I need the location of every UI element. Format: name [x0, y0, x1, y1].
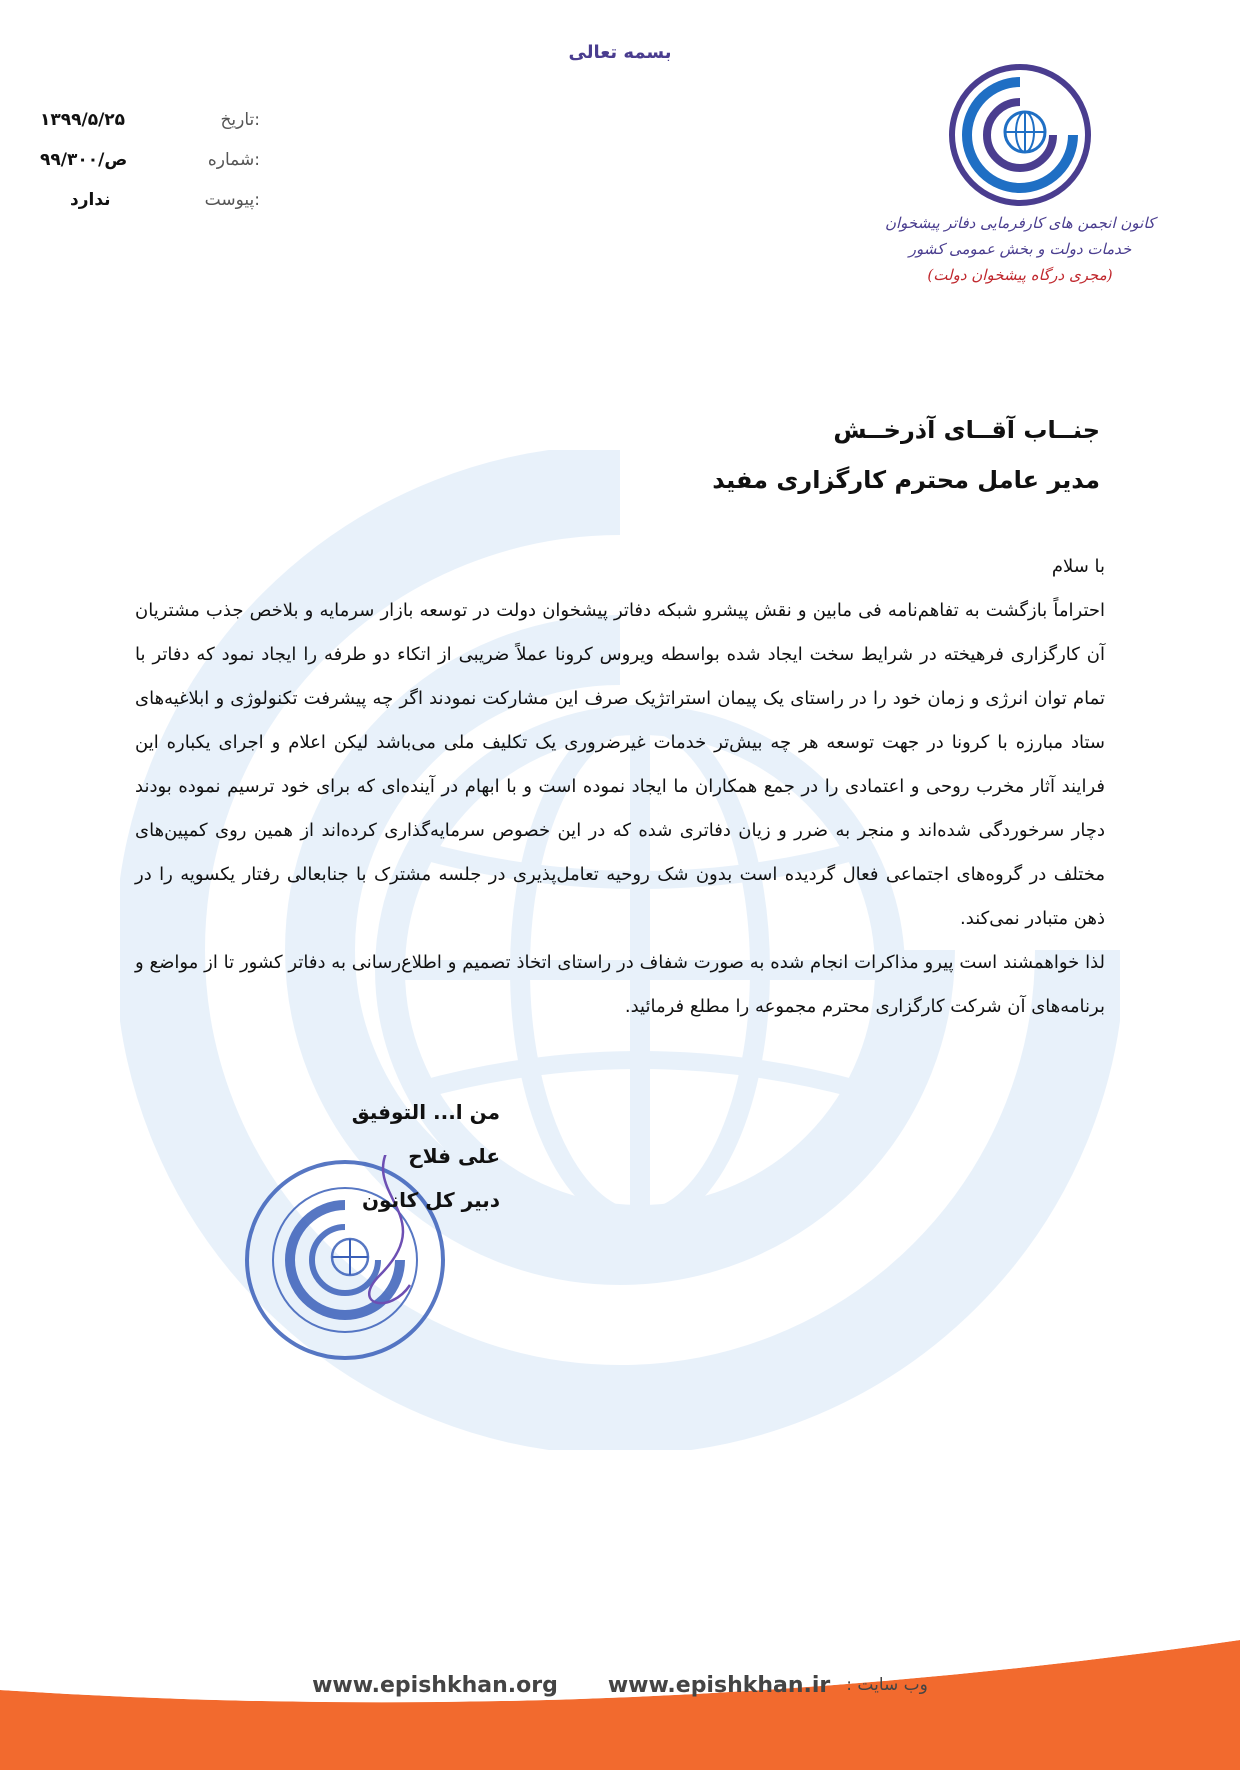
paragraph-1: احتراماً بازگشت به تفاهم‌نامه فی مابین و نقش پیشرو شبکه دفاتر پیشخوان دولت در توسعه بازار سرمایه و بلاخص جذب مشتریان آن کارگزاری فرهیخته در شرایط سخت ایجاد شده بواسطه ویروس کرونا عملاً ضریبی از اتکاء دو طرفه را ایجاد نمود که دفاتر با تمام توان انرژی و زمان خود را در راستای یک پیمان استراتژیک صرف این مشارکت نمودند اگر چه پیشرفت تکنولوژی و ابلاغیه‌های ستاد مبارزه با کرونا در جهت توسعه هر چه بیش‌تر خدمات غیرضروری یک تکلیف ملی می‌باشد لیکن اعلام و اجرای یکباره این فرایند آثار مخرب روحی و اعتمادی را در جمع همکاران ما ایجاد نموده است و با ابهام در آینده‌ای که برای خود ترسیم نموده بودند دچار سرخوردگی شده‌اند و منجر به ضرر و زیان دفاتری شده که در این خصوص سرمایه‌گذاری کرده‌اند از همین روی کمپین‌های مختلف در گروه‌های اجتماعی فعال گردیده است بدون شک روحیه تعامل‌پذیری در جلسه مشترک با جنابعالی رفتار یکسویه را در ذهن متبادر نمی‌کند.	[135, 600, 1105, 929]
attachment-label: پیوست:	[204, 190, 260, 210]
footer-links	[0, 1665, 1240, 1705]
basmala: بسمه تعالی	[568, 42, 672, 63]
letter-body	[135, 545, 1105, 1029]
number-label: شماره:	[207, 150, 260, 170]
logo-emblem-icon	[870, 60, 1170, 210]
recipient-title: مدیر عامل محترم کارگزاری مفید	[712, 466, 1100, 494]
recipient-block	[712, 405, 1100, 505]
url-org-link[interactable]: www.epishkhan.org	[312, 1672, 558, 1698]
paragraph-2: لذا خواهمشند است پیرو مذاکرات انجام شده به صورت شفاف در راستای اتخاذ تصمیم و اطلاع‌رسانی به دفاتر کشور تا از مواضع و برنامه‌های آن شرکت کارگزاری محترم مجموعه را مطلع فرمائید.	[135, 952, 1105, 1017]
date-value: ۱۳۹۹/۵/۲۵	[40, 110, 126, 130]
org-name-line1: کانون انجمن های کارفرمایی دفاتر پیشخوان	[884, 214, 1156, 232]
greeting: با سلام	[1051, 556, 1105, 577]
attachment-value: ندارد	[70, 190, 111, 210]
website-label: وب سایت :	[846, 1675, 928, 1695]
org-logo	[870, 60, 1170, 340]
signature-closing: من ا... التوفیق	[351, 1100, 500, 1124]
number-value: ۹۹/۳۰۰/ص	[40, 150, 128, 170]
letter-meta	[40, 100, 260, 220]
date-row	[40, 100, 260, 140]
number-row	[40, 140, 260, 180]
signature-title: دبیر کل کانون	[361, 1188, 500, 1212]
recipient-name: جنــاب آقــای آذرخــش	[833, 416, 1100, 444]
date-label: تاریخ:	[220, 110, 260, 130]
attachment-row	[40, 180, 260, 220]
signature-block	[300, 1090, 500, 1222]
url-ir-link[interactable]: www.epishkhan.ir	[607, 1672, 831, 1698]
org-name-line3: (مجری درگاه پیشخوان دولت)	[927, 266, 1113, 284]
signature-name: علی فلاح	[408, 1144, 500, 1168]
org-name-line2: خدمات دولت و بخش عمومی کشور	[908, 240, 1132, 258]
